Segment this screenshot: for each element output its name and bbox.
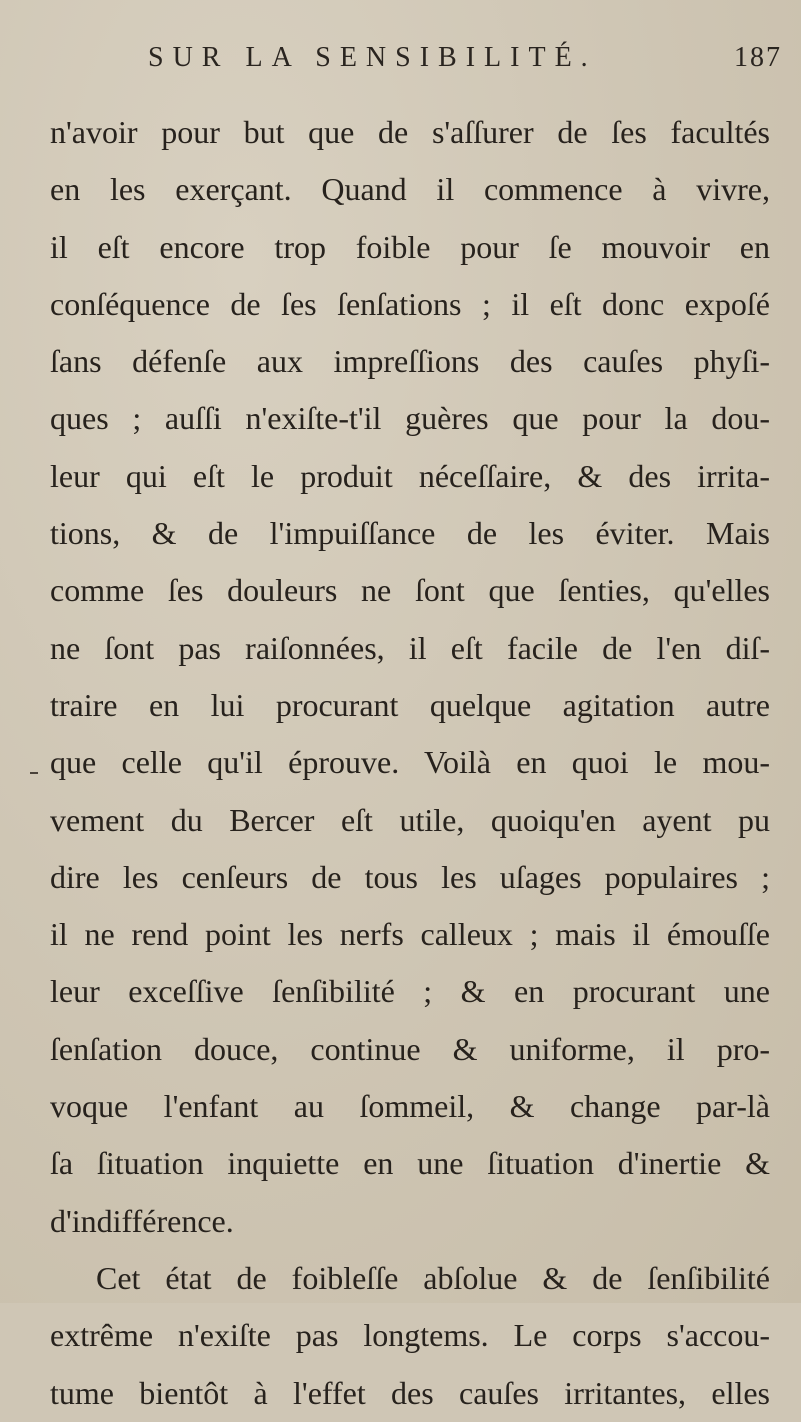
text-line: n'avoir pour but que de s'aſſurer de ſes facultés bbox=[50, 114, 770, 150]
text-line: vement du Bercer eſt utile, quoiqu'en ayent pu bbox=[50, 801, 770, 838]
text-line: que celle qu'il éprouve. Voilà en quoi le mou- bbox=[50, 744, 770, 781]
text-line: en les exerçant. Quand il commence à vivre, bbox=[50, 171, 770, 208]
text-line: il ne rend point les nerfs calleux ; mais il émouſſe bbox=[50, 916, 770, 953]
running-header bbox=[148, 42, 788, 88]
text-line: d'indifférence. bbox=[50, 1202, 234, 1239]
margin-mark bbox=[30, 772, 38, 774]
text-line: leur exceſſive ſenſibilité ; & en procurant une bbox=[50, 973, 770, 1010]
text-line: conſéquence de ſes ſenſations ; il eſt donc expoſé bbox=[50, 285, 770, 322]
text-line: ne ſont pas raiſonnées, il eſt facile de l'en diſ- bbox=[50, 629, 770, 666]
running-title: SUR LA SENSIBILITÉ. bbox=[148, 42, 597, 73]
text-line: tume bientôt à l'effet des cauſes irritantes, elles bbox=[50, 1374, 770, 1411]
text-line: il eſt encore trop foible pour ſe mouvoir en bbox=[50, 228, 770, 265]
text-line: dire les cenſeurs de tous les uſages populaires ; bbox=[50, 858, 770, 895]
page-number: 187 bbox=[734, 42, 782, 73]
text-line: extrême n'exiſte pas longtems. Le corps s'accou- bbox=[50, 1317, 770, 1354]
text-line: voque l'enfant au ſommeil, & change par-là bbox=[50, 1088, 770, 1125]
text-line: ſenſation douce, continue & uniforme, il pro- bbox=[50, 1030, 770, 1067]
text-line: traire en lui procurant quelque agitation autre bbox=[50, 686, 770, 723]
text-line: comme ſes douleurs ne ſont que ſenties, qu'elles bbox=[50, 572, 770, 609]
text-line: ques ; auſſi n'exiſte-t'il guères que pour la dou- bbox=[50, 400, 770, 437]
text-line: ſans défenſe aux impreſſions des cauſes phyſi- bbox=[50, 343, 770, 380]
text-line: Cet état de foibleſſe abſolue & de ſenſibilité bbox=[96, 1259, 770, 1296]
text-line: leur qui eſt le produit néceſſaire, & des irrita- bbox=[50, 457, 770, 494]
text-line: ſa ſituation inquiette en une ſituation d'inertie & bbox=[50, 1145, 770, 1182]
text-line: tions, & de l'impuiſſance de les éviter. Mais bbox=[50, 515, 770, 552]
body-text bbox=[50, 104, 770, 1422]
